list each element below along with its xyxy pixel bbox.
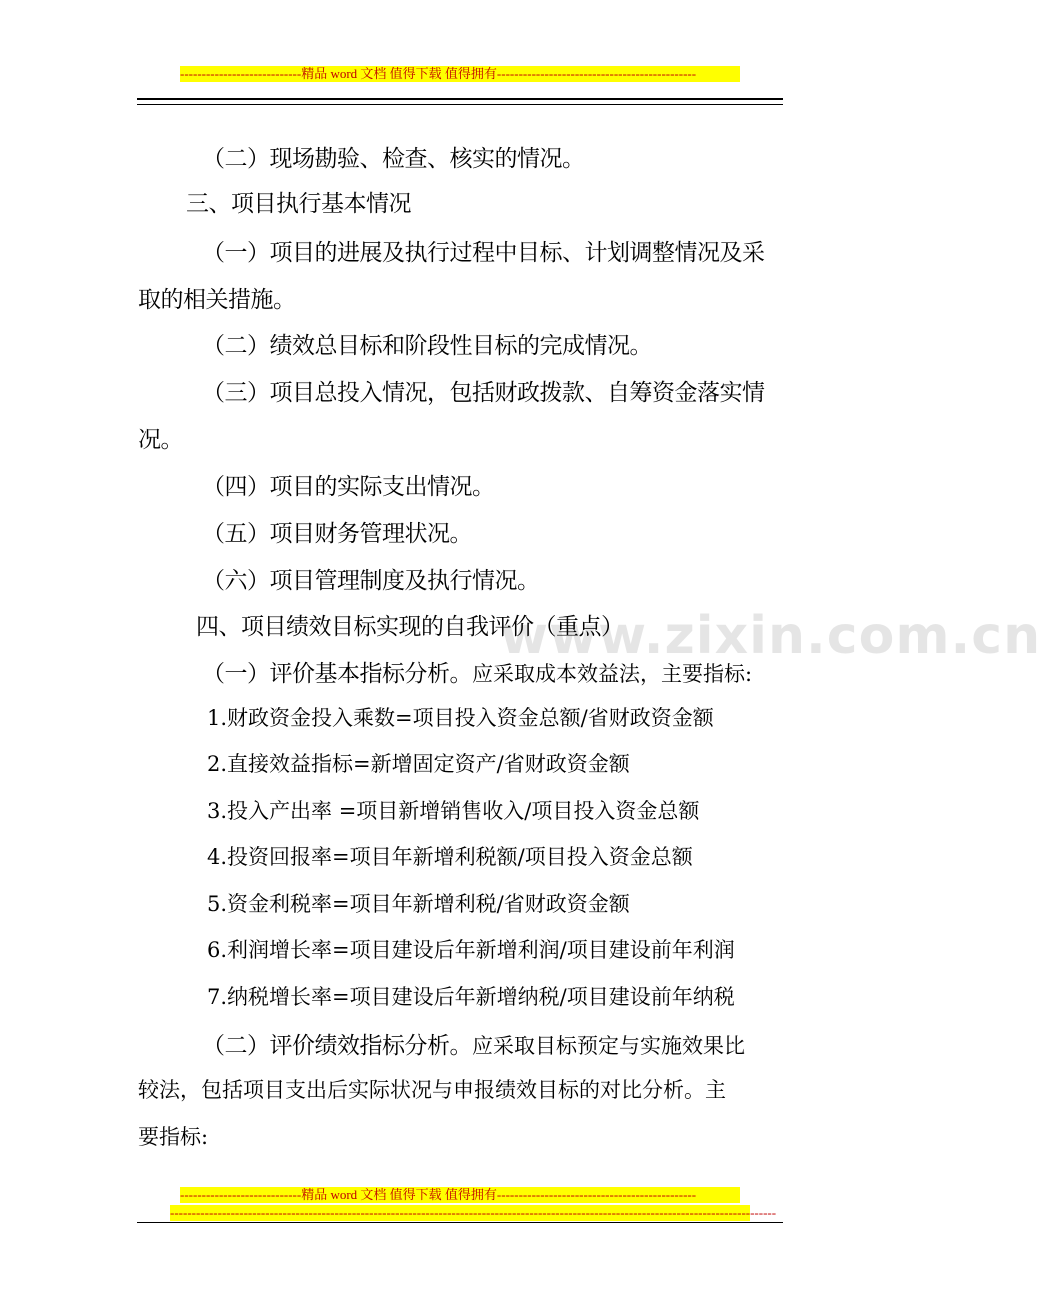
section-4-2 — [202, 1027, 745, 1060]
indicator-5: 5.资金利税率=项目年新增利税/省财政资金额 — [207, 892, 630, 916]
heading-3: 三、项目执行基本情况 — [186, 191, 411, 217]
indicator-3: 3.投入产出率 =项目新增销售收入/项目投入资金总额 — [207, 799, 700, 823]
section-4-2-title: （二）评价绩效指标分析。 — [202, 1033, 472, 1059]
section-4-1 — [202, 655, 752, 688]
section-2-2: （二）现场勘验、检查、核实的情况。 — [202, 146, 585, 172]
section-3-1: （一）项目的进展及执行过程中目标、计划调整情况及采 — [202, 240, 765, 266]
section-3-5: （五）项目财务管理状况。 — [202, 521, 472, 547]
section-4-2-cont-2: 要指标: — [138, 1125, 209, 1149]
section-4-1-title: （一）评价基本指标分析。 — [202, 661, 472, 687]
section-3-1-cont: 取的相关措施。 — [138, 287, 296, 313]
footer-rule — [137, 1222, 783, 1223]
header-banner: ----------------------------精品 word 文档 值得下载 值得拥有---------------------------------------------- — [180, 66, 740, 82]
section-4-1-desc: 应采取成本效益法，主要指标: — [472, 662, 753, 686]
footer-banner-dashes: -------------------------------------------------------------------------------------------------------------------------------------------- — [170, 1205, 777, 1220]
section-3-4: （四）项目的实际支出情况。 — [202, 474, 495, 500]
section-3-6: （六）项目管理制度及执行情况。 — [202, 568, 540, 594]
section-3-2: （二）绩效总目标和阶段性目标的完成情况。 — [202, 333, 652, 359]
indicator-2: 2.直接效益指标=新增固定资产/省财政资金额 — [207, 752, 630, 776]
section-4-2-cont-1: 较法，包括项目支出后实际状况与申报绩效目标的对比分析。主 — [138, 1078, 726, 1102]
section-3-3: （三）项目总投入情况，包括财政拨款、自筹资金落实情 — [202, 380, 765, 406]
section-4-2-desc: 应采取目标预定与实施效果比 — [472, 1034, 745, 1058]
heading-4: 四、项目绩效目标实现的自我评价（重点） — [196, 614, 624, 640]
watermark: www.zixin.com.cn — [500, 606, 1041, 666]
indicator-4: 4.投资回报率=项目年新增利税额/项目投入资金总额 — [207, 845, 693, 869]
header-rule-thick — [137, 98, 783, 100]
indicator-7: 7.纳税增长率=项目建设后年新增纳税/项目建设前年纳税 — [207, 985, 735, 1009]
header-rule-thin — [137, 104, 783, 105]
section-3-3-cont: 况。 — [138, 427, 183, 453]
indicator-6: 6.利润增长率=项目建设后年新增利润/项目建设前年利润 — [207, 938, 735, 962]
indicator-1: 1.财政资金投入乘数=项目投入资金总额/省财政资金额 — [207, 706, 714, 730]
footer-banner: ----------------------------精品 word 文档 值得下载 值得拥有---------------------------------------------- — [180, 1187, 740, 1203]
